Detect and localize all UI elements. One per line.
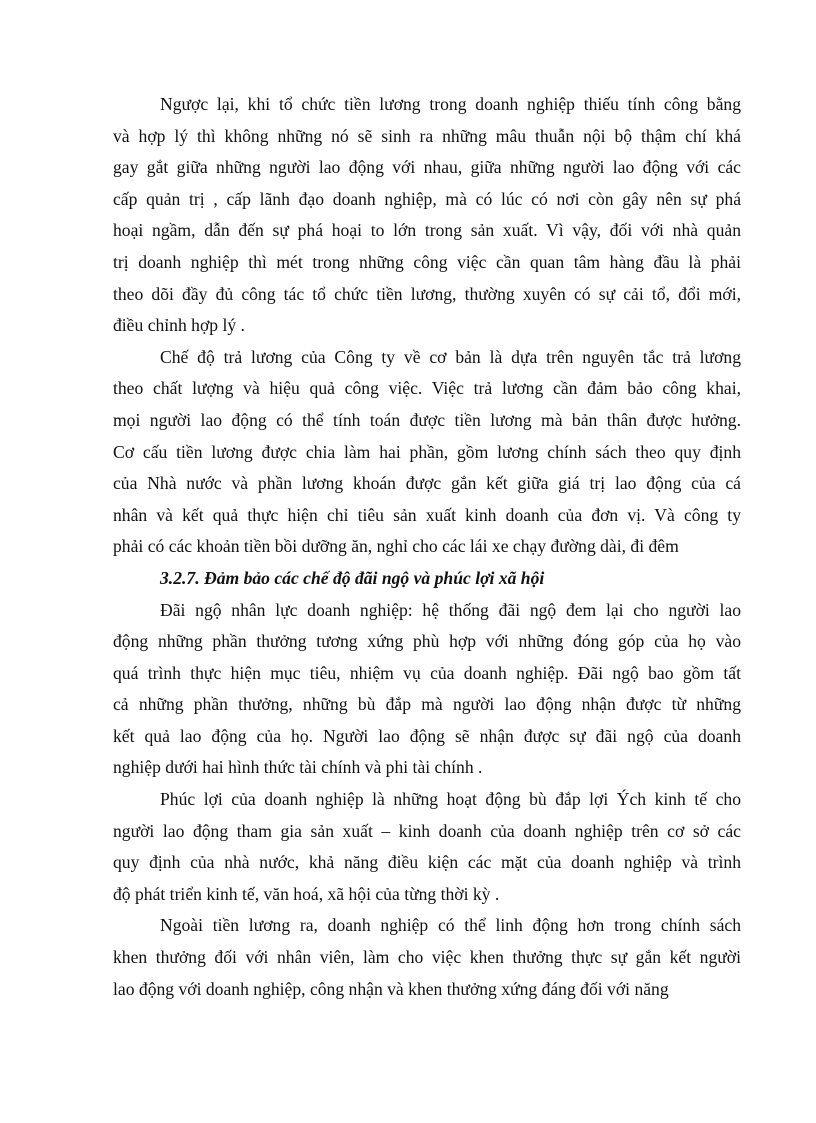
- text-line: cấp quản trị , cấp lãnh đạo doanh nghiệp, mà có lúc có nơi còn gây nên sự phá: [113, 188, 741, 209]
- text-line: của Nhà nước và phần lương khoán được gắn kết giữa giá trị lao động của cá: [113, 473, 741, 494]
- text-line: phải có các khoản tiền bồi dưỡng ăn, nghỉ cho các lái xe chạy đường dài, đi đêm: [113, 536, 679, 557]
- paragraph-welfare: [113, 784, 741, 910]
- paragraph-salary-fairness: [113, 89, 741, 342]
- text-line: gay gắt giữa những người lao động với nhau, giữa những người lao động với các: [113, 157, 741, 178]
- text-line: hoại ngầm, dẫn đến sự phá hoại to lớn trong sản xuất. Vì vậy, đối với nhà quản: [113, 220, 741, 241]
- text-line: kết quả lao động của họ. Người lao động sẽ nhận được sự đãi ngộ của doanh: [113, 725, 741, 746]
- text-line: người lao động tham gia sản xuất – kinh doanh của doanh nghiệp trên cơ sở các: [113, 820, 741, 841]
- paragraph-rewards: [113, 910, 741, 1005]
- text-line: quy định của nhà nước, khả năng điều kiện các mặt của doanh nghiệp và trình: [113, 852, 741, 873]
- text-line: Đãi ngộ nhân lực doanh nghiệp: hệ thống đãi ngộ đem lại cho người lao: [160, 599, 741, 620]
- text-line: trị doanh nghiệp thì mét trong những công việc cần quan tâm hàng đầu là phải: [113, 251, 741, 272]
- text-line: Cơ cấu tiền lương được chia làm hai phần, gồm lương chính sách theo quy định: [113, 441, 741, 462]
- text-line: theo chất lượng và hiệu quả công việc. Việc trả lương cần đảm bảo công khai,: [113, 378, 741, 399]
- text-line: độ phát triển kinh tế, văn hoá, xã hội của từng thời kỳ .: [113, 883, 500, 904]
- section-heading: 3.2.7. Đảm bảo các chế độ đãi ngộ và phúc lợi xã hội: [160, 567, 545, 588]
- text-line: điều chỉnh hợp lý .: [113, 315, 245, 336]
- text-line: nhân và kết quả thực hiện chỉ tiêu sản xuất kinh doanh của đơn vị. Và công ty: [113, 504, 741, 525]
- text-line: quá trình thực hiện mục tiêu, nhiệm vụ của doanh nghiệp. Đãi ngộ bao gồm tất: [113, 662, 741, 683]
- text-line: theo dõi đầy đủ công tác tổ chức tiền lương, thường xuyên có sự cải tổ, đổi mới,: [113, 283, 741, 304]
- text-line: khen thưởng đối với nhân viên, làm cho việc khen thưởng thực sự gắn kết người: [113, 947, 741, 968]
- text-line: nghiệp dưới hai hình thức tài chính và phi tài chính .: [113, 757, 483, 778]
- text-line: mọi người lao động có thể tính toán được tiền lương mà bản thân được hưởng.: [113, 409, 741, 430]
- page-body: [113, 89, 741, 1005]
- text-line: lao động với doanh nghiệp, công nhận và khen thưởng xứng đáng đối với năng: [113, 978, 669, 999]
- paragraph-compensation: [113, 595, 741, 785]
- text-line: động những phần thưởng tương xứng phù hợp với những đóng góp của họ vào: [113, 631, 741, 652]
- text-line: Ngoài tiền lương ra, doanh nghiệp có thể linh động hơn trong chính sách: [160, 915, 741, 936]
- text-line: Phúc lợi của doanh nghiệp là những hoạt động bù đắp lợi Ých kinh tế cho: [160, 789, 741, 810]
- paragraph-salary-regime: [113, 342, 741, 563]
- text-line: Chế độ trả lương của Công ty về cơ bản là dựa trên nguyên tắc trả lương: [160, 346, 741, 367]
- text-line: Ngược lại, khi tổ chức tiền lương trong doanh nghiệp thiếu tính công bằng: [160, 94, 741, 114]
- text-line: và hợp lý thì không những nó sẽ sinh ra những mâu thuẫn nội bộ thậm chí khá: [113, 125, 741, 146]
- text-line: cả những phần thưởng, những bù đắp mà người lao động nhận được từ những: [113, 694, 741, 715]
